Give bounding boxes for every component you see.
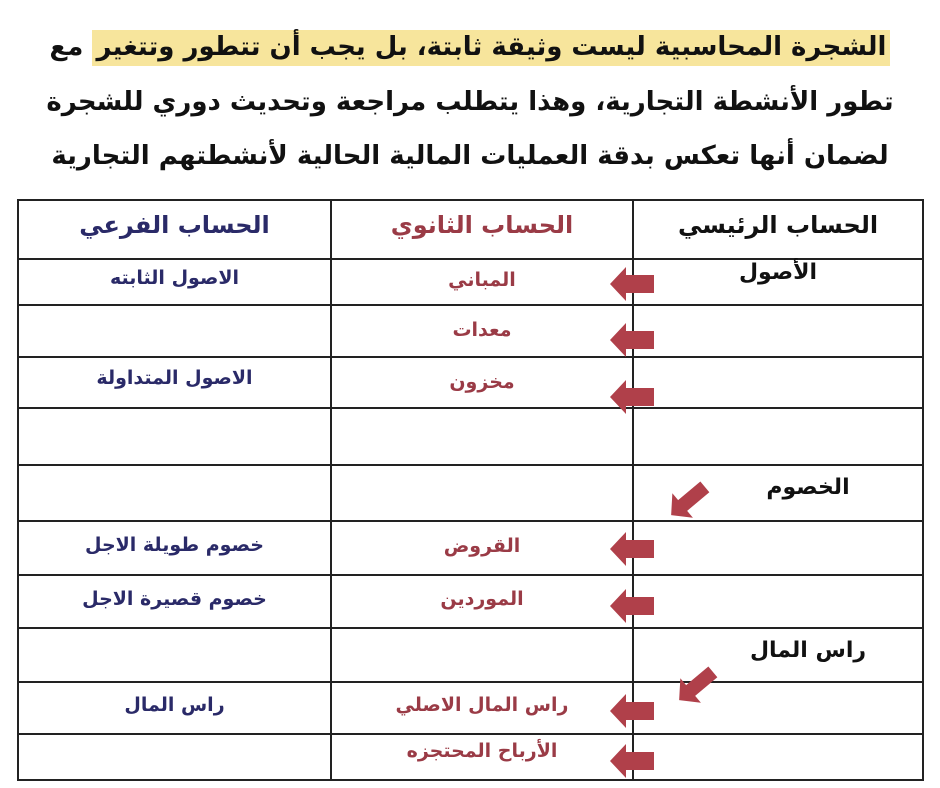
arrow-left-icon	[610, 321, 660, 359]
intro-line-1-rest: مع	[49, 32, 84, 62]
sub-account: خصوم طويلة الاجل	[84, 534, 264, 556]
table-row	[18, 575, 923, 628]
sub-account: الاصول الثابته	[110, 267, 239, 289]
header-cell-sub	[18, 200, 331, 259]
highlighted-text: الشجرة المحاسبية ليست وثيقة ثابتة، بل يجب أن تتطور وتتغير	[92, 30, 890, 66]
chart-of-accounts-table	[17, 199, 924, 781]
table-header-row	[18, 200, 923, 259]
header-main: الحساب الرئيسي	[677, 211, 879, 239]
arrow-down-left-icon	[672, 663, 720, 709]
arrow-left-icon	[610, 530, 660, 568]
secondary-account: راس المال الاصلي	[395, 694, 569, 716]
arrow-left-icon	[610, 378, 660, 416]
secondary-account: المباني	[448, 269, 516, 291]
secondary-account: الأرباح المحتجزه	[406, 740, 558, 762]
sub-account: خصوم قصيرة الاجل	[82, 588, 267, 610]
table-row	[18, 734, 923, 780]
secondary-account: الموردين	[440, 588, 524, 610]
arrow-left-icon	[610, 742, 660, 780]
table-row	[18, 628, 923, 682]
table-row	[18, 682, 923, 734]
secondary-account: معدات	[452, 319, 512, 341]
arrow-left-icon	[610, 587, 660, 625]
secondary-account: مخزون	[449, 371, 515, 393]
header-cell-main	[633, 200, 923, 259]
header-secondary: الحساب الثانوي	[390, 211, 574, 239]
header-cell-secondary	[331, 200, 633, 259]
table-row	[18, 408, 923, 465]
table-row	[18, 521, 923, 575]
header-sub: الحساب الفرعي	[79, 211, 270, 239]
table-row	[18, 305, 923, 357]
sub-account: راس المال	[124, 694, 225, 716]
table-row	[18, 357, 923, 408]
table-row	[18, 259, 923, 305]
intro-line-3: لضمان أنها تعكس بدقة العمليات المالية الحالية لأنشطتهم التجارية	[51, 141, 889, 171]
secondary-account: القروض	[443, 535, 521, 557]
main-account: الأصول	[738, 260, 818, 285]
sub-account: الاصول المتداولة	[96, 367, 253, 389]
arrow-down-left-icon	[664, 478, 712, 524]
intro-line-2: تطور الأنشطة التجارية، وهذا يتطلب مراجعة وتحديث دوري للشجرة	[46, 87, 894, 117]
main-account: راس المال	[749, 638, 867, 663]
main-account: الخصوم	[766, 475, 850, 500]
table-row	[18, 465, 923, 521]
arrow-left-icon	[610, 692, 660, 730]
arrow-left-icon	[610, 265, 660, 303]
intro-line-1	[0, 29, 940, 65]
